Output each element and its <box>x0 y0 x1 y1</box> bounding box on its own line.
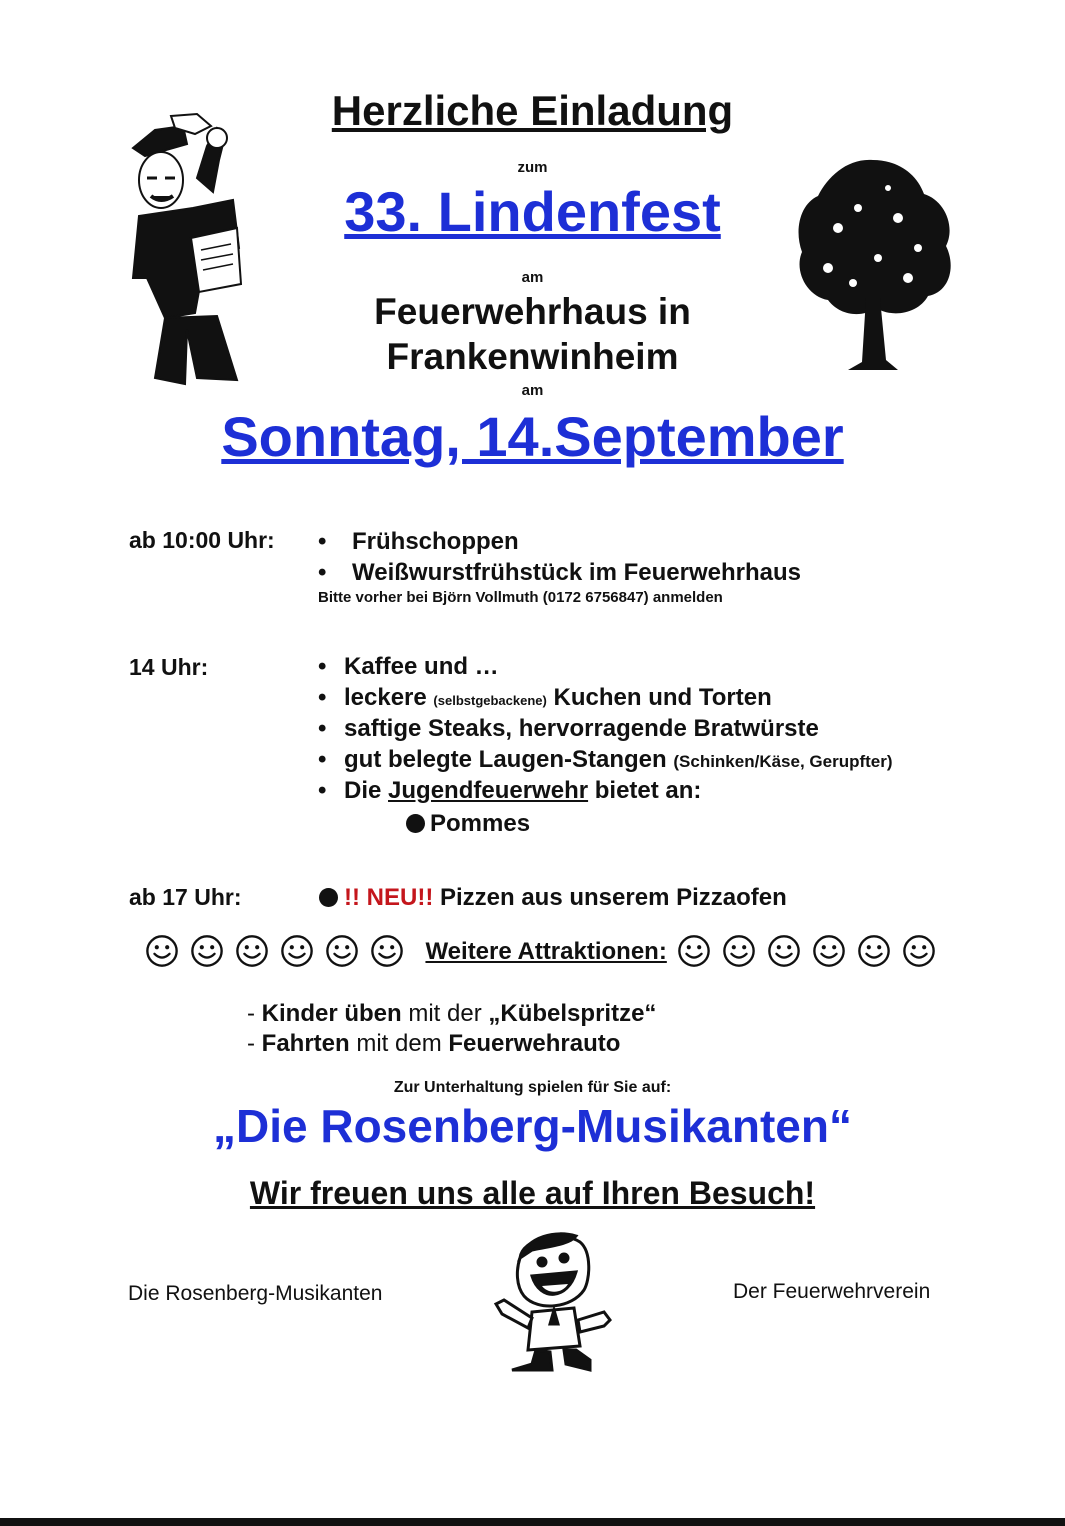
smiley-icon <box>902 934 938 970</box>
footer-right: Der Feuerwehrverein <box>733 1280 931 1303</box>
bullet-icon: • <box>318 528 327 555</box>
list-item: Pommes <box>406 810 530 838</box>
event-title: 33. Lindenfest <box>344 180 721 243</box>
smiley-icon <box>235 934 271 970</box>
location-line-2: Frankenwinheim <box>386 336 679 377</box>
list-item: • Die Jugendfeuerwehr bietet an: <box>318 777 702 804</box>
smiley-icon <box>722 934 758 970</box>
filled-circle-icon <box>406 814 425 833</box>
list-item: • Frühschoppen <box>318 528 519 555</box>
smiley-icon <box>857 934 893 970</box>
list-item: • saftige Steaks, hervorragende Bratwürste <box>318 715 819 742</box>
list-item: • Kaffee und … <box>318 653 499 680</box>
am-label-1: am <box>521 269 544 286</box>
smiley-icon <box>370 934 406 970</box>
time-17-uhr: ab 17 Uhr: <box>129 884 242 910</box>
attractions-heading: Weitere Attraktionen: <box>425 938 667 965</box>
bullet-icon: • <box>318 715 327 742</box>
smiley-icon <box>325 934 361 970</box>
list-item: • gut belegte Laugen-Stangen (Schinken/Käse, Gerupfter) <box>318 746 893 773</box>
smiley-icon <box>812 934 848 970</box>
bullet-icon: • <box>318 559 327 586</box>
attraction-line-1: - Kinder üben mit der „Kübelspritze“ <box>247 1000 657 1027</box>
entertainment-intro: Zur Unterhaltung spielen für Sie auf: <box>393 1079 672 1096</box>
footer-left: Die Rosenberg-Musikanten <box>128 1282 383 1305</box>
time-14-uhr: 14 Uhr: <box>129 654 209 680</box>
attractions-row <box>145 934 945 978</box>
bullet-icon: • <box>318 777 327 804</box>
location-line-1: Feuerwehrhaus in <box>374 291 691 332</box>
list-item: • leckere (selbstgebackene) Kuchen und Torten <box>318 684 772 711</box>
bullet-icon: • <box>318 746 327 773</box>
smiley-group-left <box>145 943 415 960</box>
registration-note: Bitte vorher bei Björn Vollmuth (0172 6756847) anmelden <box>318 589 723 606</box>
bullet-icon: • <box>318 684 327 711</box>
smiley-icon <box>190 934 226 970</box>
event-date: Sonntag, 14.September <box>221 405 844 468</box>
band-name: „Die Rosenberg-Musikanten“ <box>213 1100 852 1152</box>
smiley-icon <box>280 934 316 970</box>
bullet-icon: • <box>318 653 327 680</box>
smiley-icon <box>145 934 181 970</box>
laughing-man-illustration <box>492 1228 614 1376</box>
list-item: !! NEU!! Pizzen aus unserem Pizzaofen <box>319 884 787 912</box>
bottom-border <box>0 1518 1065 1526</box>
attraction-line-2: - Fahrten mit dem Feuerwehrauto <box>247 1030 621 1057</box>
time-10-uhr: ab 10:00 Uhr: <box>129 527 275 553</box>
invitation-title: Herzliche Einladung <box>331 87 734 134</box>
filled-circle-icon <box>319 888 338 907</box>
list-item: • Weißwurstfrühstück im Feuerwehrhaus <box>318 559 801 586</box>
smiley-icon <box>677 934 713 970</box>
smiley-icon <box>767 934 803 970</box>
zum-label: zum <box>517 159 548 176</box>
closing-line: Wir freuen uns alle auf Ihren Besuch! <box>249 1175 816 1211</box>
smiley-group-right <box>677 943 947 960</box>
am-label-2: am <box>521 382 544 399</box>
